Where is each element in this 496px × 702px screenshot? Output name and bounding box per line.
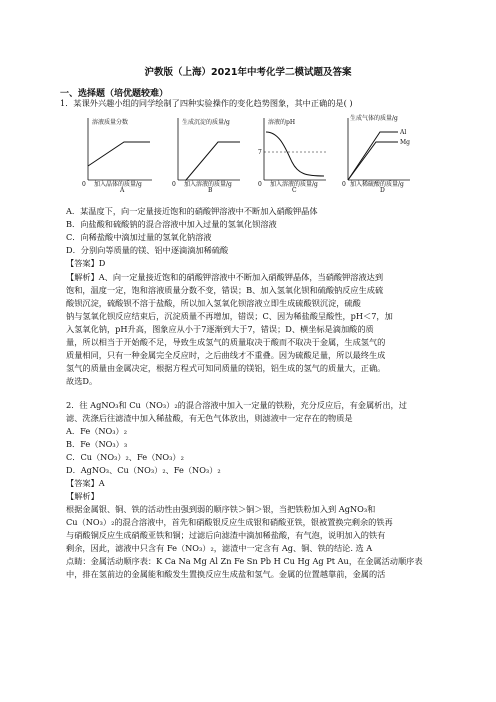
q1-option-b: B．向盐酸和硫酸钠的混合溶液中加入过量的氢氧化钡溶液 [66, 219, 277, 229]
q1-option-c: C．向稀盐酸中滴加过量的氢氧化钠溶液 [66, 232, 212, 242]
graph-d-mg-curve [348, 142, 398, 180]
graph-a-origin: 0 [82, 181, 86, 188]
q1-answer: 【答案】D [66, 258, 106, 268]
graph-c-ylabel: 溶液的pH [268, 119, 296, 126]
graph-d-letter: D [380, 187, 385, 192]
graph-b-origin: 0 [172, 181, 176, 188]
page-title: 沪教版（上海）2021年中考化学二模试题及答案 [144, 67, 352, 78]
q1-analysis-line: 故选D。 [66, 376, 98, 386]
q2-analysis-line: 剩余，因此，滤液中只含有 Fe（NO₃）₂，滤渣中一定含有 Ag、铜、铁的结论. 选 A [66, 543, 373, 553]
graph-a [82, 118, 152, 192]
q2-analysis-line: 点睛：金属活动顺序表：K Ca Na Mg Al Zn Fe Sn Pb H Cu Hg Ag Pt Au，在金属活动顺序表 [66, 556, 423, 566]
q2-analysis-line: Cu（NO₃）₂的混合溶液中，首先和硝酸银反应生成银和硝酸亚铁，银被置换完剩余的铁再 [66, 517, 393, 527]
graph-b [172, 118, 240, 192]
graph-c-letter: C [292, 187, 297, 192]
q1-analysis-line: 氢气的质量由金属决定，根据方程式可知同质量的镁铝，铝生成的氢气的质量大，正确。 [66, 363, 386, 373]
graph-b-letter: B [208, 187, 213, 192]
graph-c-curve [266, 132, 324, 176]
graph-b-curve [186, 142, 240, 180]
q1-analysis-line: 【解析】A、向一定量接近饱和的硝酸钾溶液中不断加入硝酸钾晶体，当硝酸钾溶液达到 [66, 272, 384, 282]
question-1-graphs [80, 112, 410, 192]
q1-analysis-line: 量，所以相当于开始酸不足，导致生成氢气的质量取决于酸而不取决于金属，生成氢气的 [66, 337, 386, 347]
graph-b-ylabel: 生成沉淀的质量/g [182, 119, 230, 126]
graph-d-ylabel: 生成气体的质量/g [350, 115, 398, 122]
q2-answer: 【答案】A [66, 478, 105, 488]
graph-a-letter: A [120, 187, 125, 192]
section-heading: 一、选择题（培优题较难） [60, 89, 169, 99]
graph-d-origin: 0 [342, 181, 346, 188]
q1-option-a: A．某温度下，向一定量接近饱和的硝酸钾溶液中不断加入硝酸钾晶体 [66, 206, 318, 216]
q2-option-d: D．AgNO₃、Cu（NO₃）₂、Fe（NO₃）₂ [66, 465, 221, 475]
graph-d [342, 114, 410, 192]
graph-b-xlabel: 加入溶液的质量/g [184, 181, 232, 188]
q1-option-d: D．分别向等质量的镁、铝中逐滴滴加稀硫酸 [66, 245, 229, 255]
graph-c-tick-7: 7 [258, 149, 262, 156]
graph-a-curve [88, 142, 150, 166]
question-2-stem-line1: 2．往 AgNO₃和 Cu（NO₃）₂的混合溶液中加入一定量的铁粉，充分反应后，有金属析出，过 [66, 400, 407, 410]
q1-analysis-line: 入氢氧化钠，pH升高，图象应从小于7逐渐到大于7，错误；D、横坐标是滴加酸的质 [66, 324, 374, 334]
q1-analysis-line: 酸钡沉淀，硫酸钡不溶于盐酸，所以加入氢氧化钡溶液立即生成硫酸钡沉淀，硫酸 [66, 298, 361, 308]
q2-option-c: C．Cu（NO₃）₂、Fe（NO₃）₂ [66, 452, 184, 462]
graph-a-ylabel: 溶液质量分数 [92, 119, 129, 126]
graph-d-xlabel: 加入稀硫酸的质量/g [350, 181, 404, 188]
graph-c [258, 118, 326, 192]
q2-analysis-line: 与硝酸铜反应生成硝酸亚铁和铜；过滤后向滤渣中滴加稀盐酸，有气泡，说明加入的铁有 [66, 530, 386, 540]
graph-a-xlabel: 加入晶体的质量/g [94, 181, 142, 188]
graph-d-series-al: Al [400, 129, 407, 136]
graph-c-origin: 0 [258, 181, 262, 188]
graph-d-al-curve [348, 132, 398, 180]
q2-option-b: B．Fe（NO₃）₃ [66, 439, 128, 449]
q1-analysis-line: 钠与氢氧化钡反应结束后，沉淀质量不再增加，错误；C、因为稀盐酸呈酸性，pH＜7，加 [66, 311, 393, 321]
q2-option-a: A．Fe（NO₃）₂ [66, 426, 127, 436]
graph-d-series-mg: Mg [400, 139, 410, 146]
q2-analysis-line: 根据金属银、铜、铁的活动性由强到弱的顺序铁＞铜＞银，当把铁粉加入到 AgNO₃和 [66, 504, 376, 514]
graph-c-xlabel: 加入溶液的质量/g [270, 181, 318, 188]
question-1-stem: 1．某课外兴趣小组的同学绘制了四种实验操作的变化趋势图象，其中正确的是( ) [60, 98, 353, 108]
question-2-stem-line2: 滤、洗涤后往滤渣中加入稀盐酸，有无色气体放出，则滤液中一定存在的物质是 [66, 413, 353, 423]
q2-analysis-line: 中，排在氢前边的金属能和酸发生置换反应生成盐和氢气。金属的位置越靠前，金属的活 [66, 569, 386, 579]
q1-analysis-line: 质量相同，只有一种金属完全反应时，之后曲线才不重叠。因为硫酸足量，所以最终生成 [66, 350, 386, 360]
q1-analysis-line: 饱和，温度一定，饱和溶液质量分数不变，错误；B、加入氢氧化钡和硫酸钠反应生成硫 [66, 285, 384, 295]
q2-analysis-heading: 【解析】 [66, 491, 99, 501]
